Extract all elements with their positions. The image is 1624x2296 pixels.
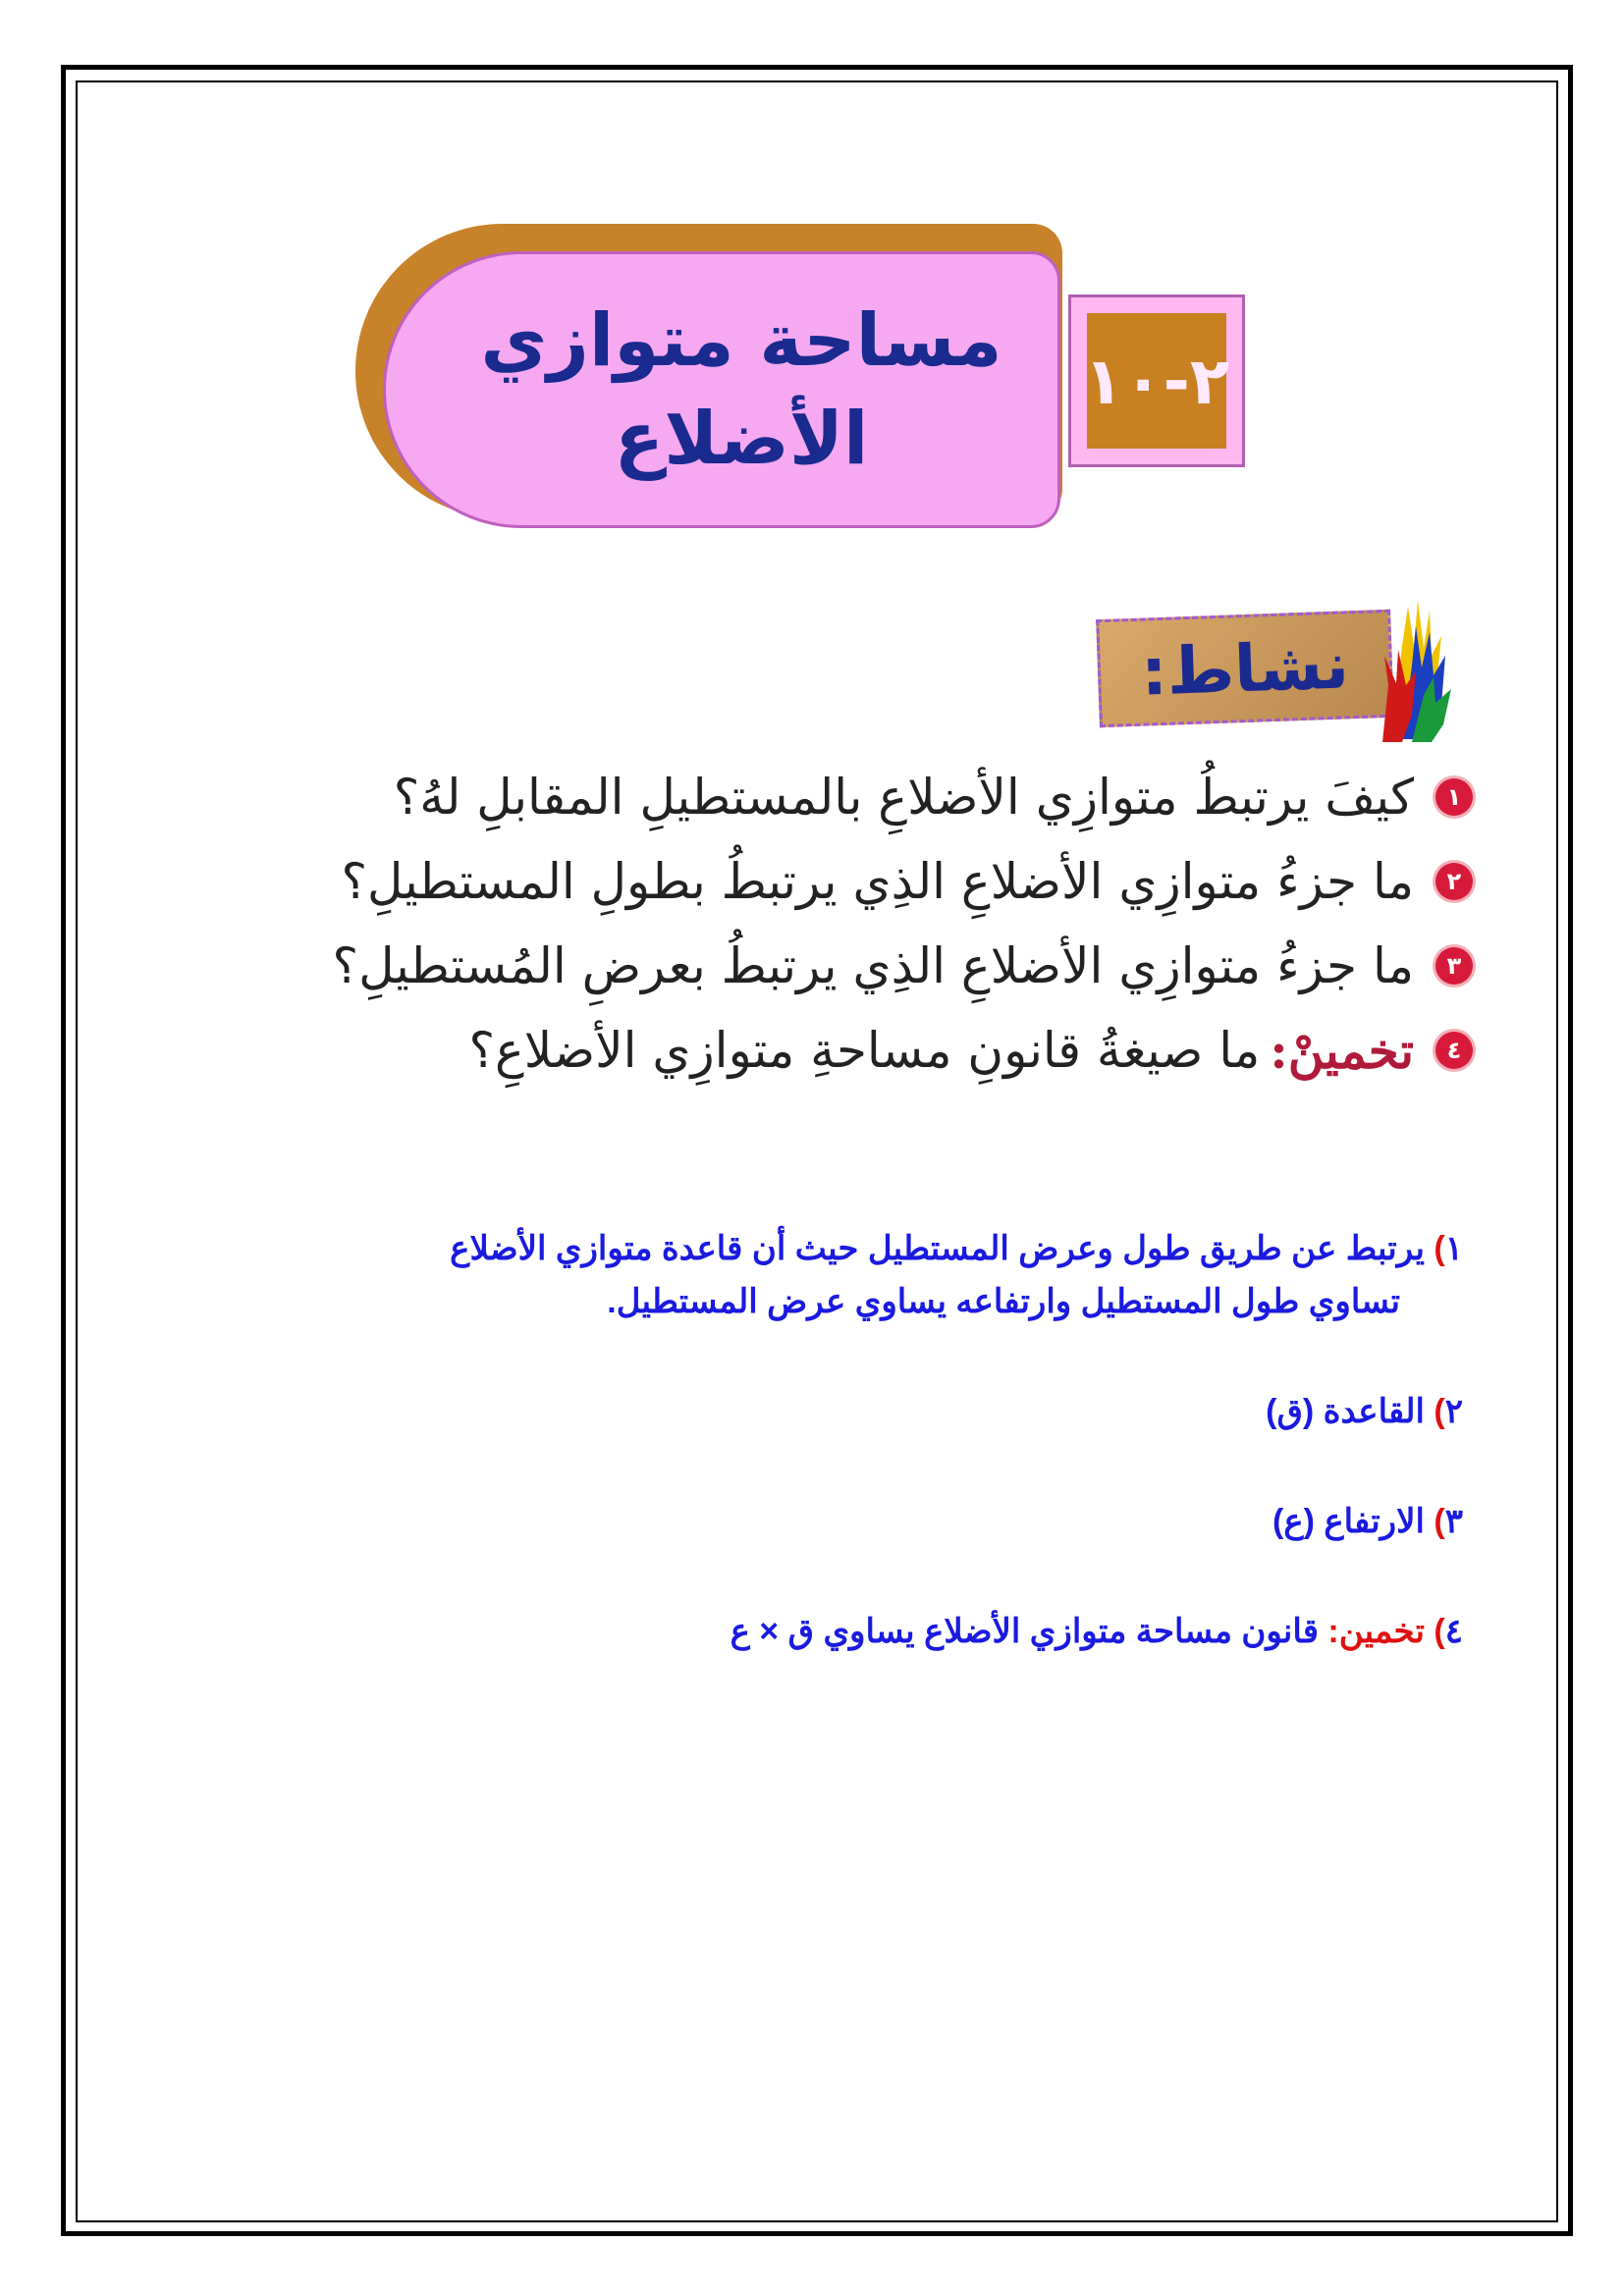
list-item bbox=[236, 1222, 1463, 1328]
answer-number: ٢ bbox=[1444, 1393, 1463, 1430]
answer-number: ١ bbox=[1444, 1230, 1463, 1267]
title-line-1: مساحة متوازي bbox=[480, 298, 1002, 383]
answer-text: قانون مساحة متوازي الأضلاع يساوي ق × ع bbox=[730, 1613, 1319, 1650]
activity-header bbox=[1098, 587, 1451, 744]
answer-paren: ) bbox=[1434, 1503, 1445, 1540]
question-text: ما صيغةُ قانونِ مساحةِ متوازِي الأضلاعِ؟ bbox=[468, 1022, 1261, 1079]
list-item bbox=[236, 1605, 1463, 1658]
answer-text: يرتبط عن طريق طول وعرض المستطيل حيث أن قاعدة متوازي الأضلاع bbox=[450, 1230, 1425, 1267]
list-item bbox=[236, 925, 1473, 1007]
answer-number: ٤ bbox=[1444, 1613, 1463, 1650]
list-item bbox=[236, 1009, 1473, 1092]
activity-label: نشاط: bbox=[1139, 626, 1351, 711]
question-text: ما جزءُ متوازِي الأضلاعِ الذِي يرتبطُ بطولِ المستطيلِ؟ bbox=[341, 853, 1414, 910]
list-item bbox=[236, 840, 1473, 923]
question-lead: تخمينْ: bbox=[1270, 1021, 1414, 1080]
answer-paren: ) bbox=[1434, 1230, 1445, 1267]
questions-list bbox=[236, 756, 1473, 1094]
list-item bbox=[236, 756, 1473, 838]
activity-label-box bbox=[1096, 610, 1394, 727]
question-text: كيفَ يرتبطُ متوازِي الأضلاعِ بالمستطيلِ المقابلِ لهُ؟ bbox=[393, 769, 1414, 826]
answer-lead: تخمين: bbox=[1327, 1613, 1425, 1650]
colored-hands-icon bbox=[1373, 587, 1461, 744]
title-line-2: الأضلاع bbox=[614, 397, 869, 481]
lesson-number: ٢-١٠ bbox=[1083, 343, 1230, 419]
answer-text: الارتفاع (ع) bbox=[1272, 1503, 1425, 1540]
answer-paren: ) bbox=[1434, 1393, 1445, 1430]
question-number-badge: ٢ bbox=[1435, 863, 1473, 900]
list-item bbox=[236, 1495, 1463, 1548]
question-number-badge: ٤ bbox=[1435, 1032, 1473, 1069]
question-text: ما جزءُ متوازِي الأضلاعِ الذِي يرتبطُ بعرضِ المُستطيلِ؟ bbox=[332, 937, 1414, 994]
question-number-badge: ١ bbox=[1435, 778, 1473, 816]
answer-number: ٣ bbox=[1444, 1503, 1463, 1540]
answer-text-continued: تساوي طول المستطيل وارتفاعه يساوي عرض المستطيل. bbox=[607, 1283, 1400, 1320]
answers-list bbox=[236, 1222, 1463, 1715]
lesson-number-badge bbox=[1068, 294, 1245, 467]
question-number-badge: ٣ bbox=[1435, 947, 1473, 985]
title-banner bbox=[383, 251, 1060, 528]
answer-paren: ) bbox=[1434, 1613, 1445, 1650]
list-item bbox=[236, 1385, 1463, 1438]
answer-text: القاعدة (ق) bbox=[1266, 1393, 1425, 1430]
